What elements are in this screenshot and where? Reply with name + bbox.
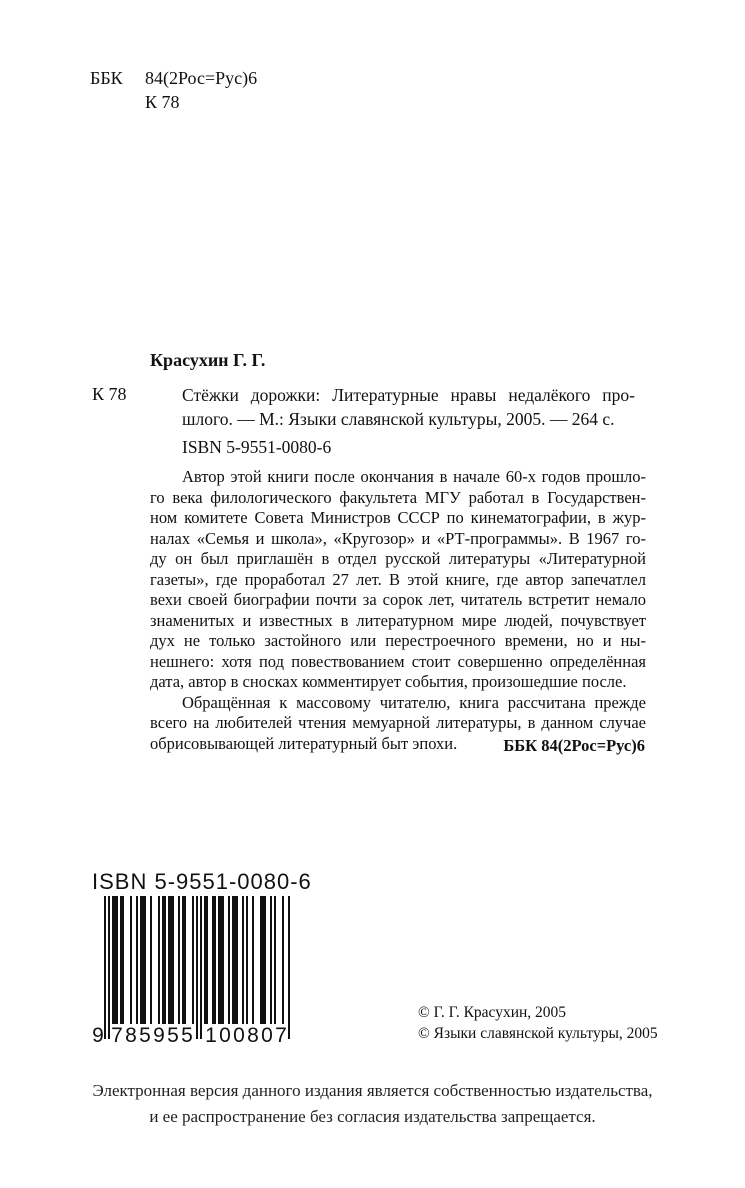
footer-notice: [0, 1078, 745, 1130]
annotation-line: газеты», где проработал 27 лет. В этой книге, где автор запечатлел: [150, 569, 646, 589]
barcode-bar: [222, 896, 224, 1024]
barcode-bar: [252, 896, 254, 1024]
barcode-bar: [236, 896, 238, 1024]
barcode-bar: [288, 896, 290, 1039]
annotation-line: налах «Семья и школа», «Кругозор» и «РТ-программы». В 1967 го-: [150, 528, 646, 548]
barcode-bar: [234, 896, 236, 1024]
barcode: [92, 896, 292, 1046]
barcode-bar: [172, 896, 174, 1024]
barcode-bar: [232, 896, 234, 1024]
barcode-bar: [204, 896, 206, 1024]
barcode-bar: [140, 896, 142, 1024]
barcode-bar: [130, 896, 132, 1024]
barcode-bar: [206, 896, 208, 1024]
barcode-bar: [212, 896, 214, 1024]
annotation: [150, 467, 646, 754]
barcode-digit: 7: [275, 1024, 287, 1046]
barcode-bar: [158, 896, 160, 1024]
barcode-bar: [192, 896, 194, 1024]
annotation-line: вехи своей биографии почти за сорок лет, читатель встретит немало: [150, 590, 646, 609]
barcode-bar: [262, 896, 264, 1024]
annotation-line: дата, автор в сносках комментирует события, произошедшие после.: [150, 672, 627, 691]
barcode-bar: [282, 896, 284, 1024]
barcode-bar: [228, 896, 230, 1024]
title-line: шлого. — М.: Языки славянской культуры, 2005. — 264 с.: [182, 409, 615, 429]
barcode-digit: 5: [167, 1024, 179, 1046]
bbk-header: [90, 66, 257, 114]
barcode-bar: [144, 896, 146, 1024]
footer-line: Электронная версия данного издания является собственностью издательства,: [92, 1081, 653, 1100]
annotation-line: дух не только застойного или перестроечного времени, но и ны-: [150, 631, 646, 650]
barcode-digit: 9: [153, 1024, 165, 1046]
barcode-bar: [120, 896, 122, 1024]
barcode-bar: [214, 896, 216, 1024]
barcode-bar: [162, 896, 164, 1024]
barcode-digit: 5: [139, 1024, 151, 1046]
annotation-line: знаменитых и известных в литературном мире людей, почувствует: [150, 610, 646, 630]
barcode-bar: [168, 896, 170, 1024]
barcode-digit: 1: [205, 1024, 217, 1046]
annotation-line: всего на любителей чтения мемуарной литературы, в данном случае: [150, 713, 646, 732]
barcode-bar: [150, 896, 152, 1024]
barcode-digit: 9: [92, 1024, 104, 1046]
barcode-bar: [196, 896, 198, 1039]
barcode-bar: [142, 896, 144, 1024]
isbn-line: ISBN 5-9551-0080-6: [182, 437, 332, 457]
title-line: Стёжки дорожки: Литературные нравы недалёкого про-: [182, 385, 635, 405]
barcode-bar: [122, 896, 124, 1024]
barcode-bar: [108, 896, 110, 1039]
barcode-bar: [136, 896, 138, 1024]
barcode-bar: [164, 896, 166, 1024]
barcode-bar: [220, 896, 222, 1024]
barcode-bar: [182, 896, 184, 1024]
footer-line: и ее распространение без согласия издательства запрещается.: [149, 1107, 596, 1126]
copyright-author: © Г. Г. Красухин, 2005: [418, 1004, 567, 1021]
bbk-label: ББК: [90, 68, 123, 88]
annotation-line: ном комитете Совета Министров СССР по кинематографии, в жур-: [150, 508, 646, 527]
bibliographic-title: [182, 383, 635, 431]
annotation-line: обрисовывающей литературный быт эпохи.: [150, 733, 458, 753]
barcode-digit: 7: [111, 1024, 123, 1046]
barcode-bar: [116, 896, 118, 1024]
barcode-bar: [264, 896, 266, 1024]
barcode-bar: [170, 896, 172, 1024]
barcode-digit: 8: [125, 1024, 137, 1046]
barcode-digit: 0: [233, 1024, 245, 1046]
annotation-line: ду он был приглашён в отдел русской литературы «Литературной: [150, 549, 646, 568]
barcode-digit: 5: [181, 1024, 193, 1046]
barcode-bar: [260, 896, 262, 1024]
barcode-digit: 0: [261, 1024, 273, 1046]
annotation-line: Автор этой книги после окончания в начале 60-х годов прошло-: [182, 467, 646, 486]
annotation-line: Обращённая к массовому читателю, книга рассчитана прежде: [182, 692, 646, 712]
barcode-bars: [104, 896, 292, 1039]
barcode-bar: [178, 896, 180, 1024]
barcode-bar: [246, 896, 248, 1024]
barcode-digits: [92, 1024, 287, 1046]
barcode-bar: [242, 896, 244, 1024]
barcode-digit: 0: [219, 1024, 231, 1046]
annotation-line: нешнего: хотя под повествованием стоит совершенно определённая: [150, 651, 646, 671]
barcode-bar: [114, 896, 116, 1024]
annotation-line: го века филологического факультета МГУ работал в Государствен-: [150, 487, 646, 507]
barcode-bar: [218, 896, 220, 1024]
author-mark-top: К 78: [145, 92, 180, 112]
barcode-bar: [112, 896, 114, 1024]
barcode-bar: [274, 896, 276, 1024]
author-mark: К 78: [92, 384, 127, 404]
barcode-bar: [270, 896, 272, 1024]
barcode-bar: [184, 896, 186, 1024]
bbk-footer-code: ББК 84(2Рос=Рус)6: [503, 736, 645, 755]
copyright: [418, 1002, 658, 1044]
copyright-publisher: © Языки славянской культуры, 2005: [418, 1025, 658, 1042]
barcode-isbn-label: ISBN 5-9551-0080-6: [92, 869, 312, 894]
bbk-code: 84(2Рос=Рус)6: [145, 68, 258, 88]
barcode-bar: [104, 896, 106, 1039]
author-name: Красухин Г. Г.: [150, 350, 266, 370]
barcode-bar: [200, 896, 202, 1039]
barcode-digit: 8: [247, 1024, 259, 1046]
